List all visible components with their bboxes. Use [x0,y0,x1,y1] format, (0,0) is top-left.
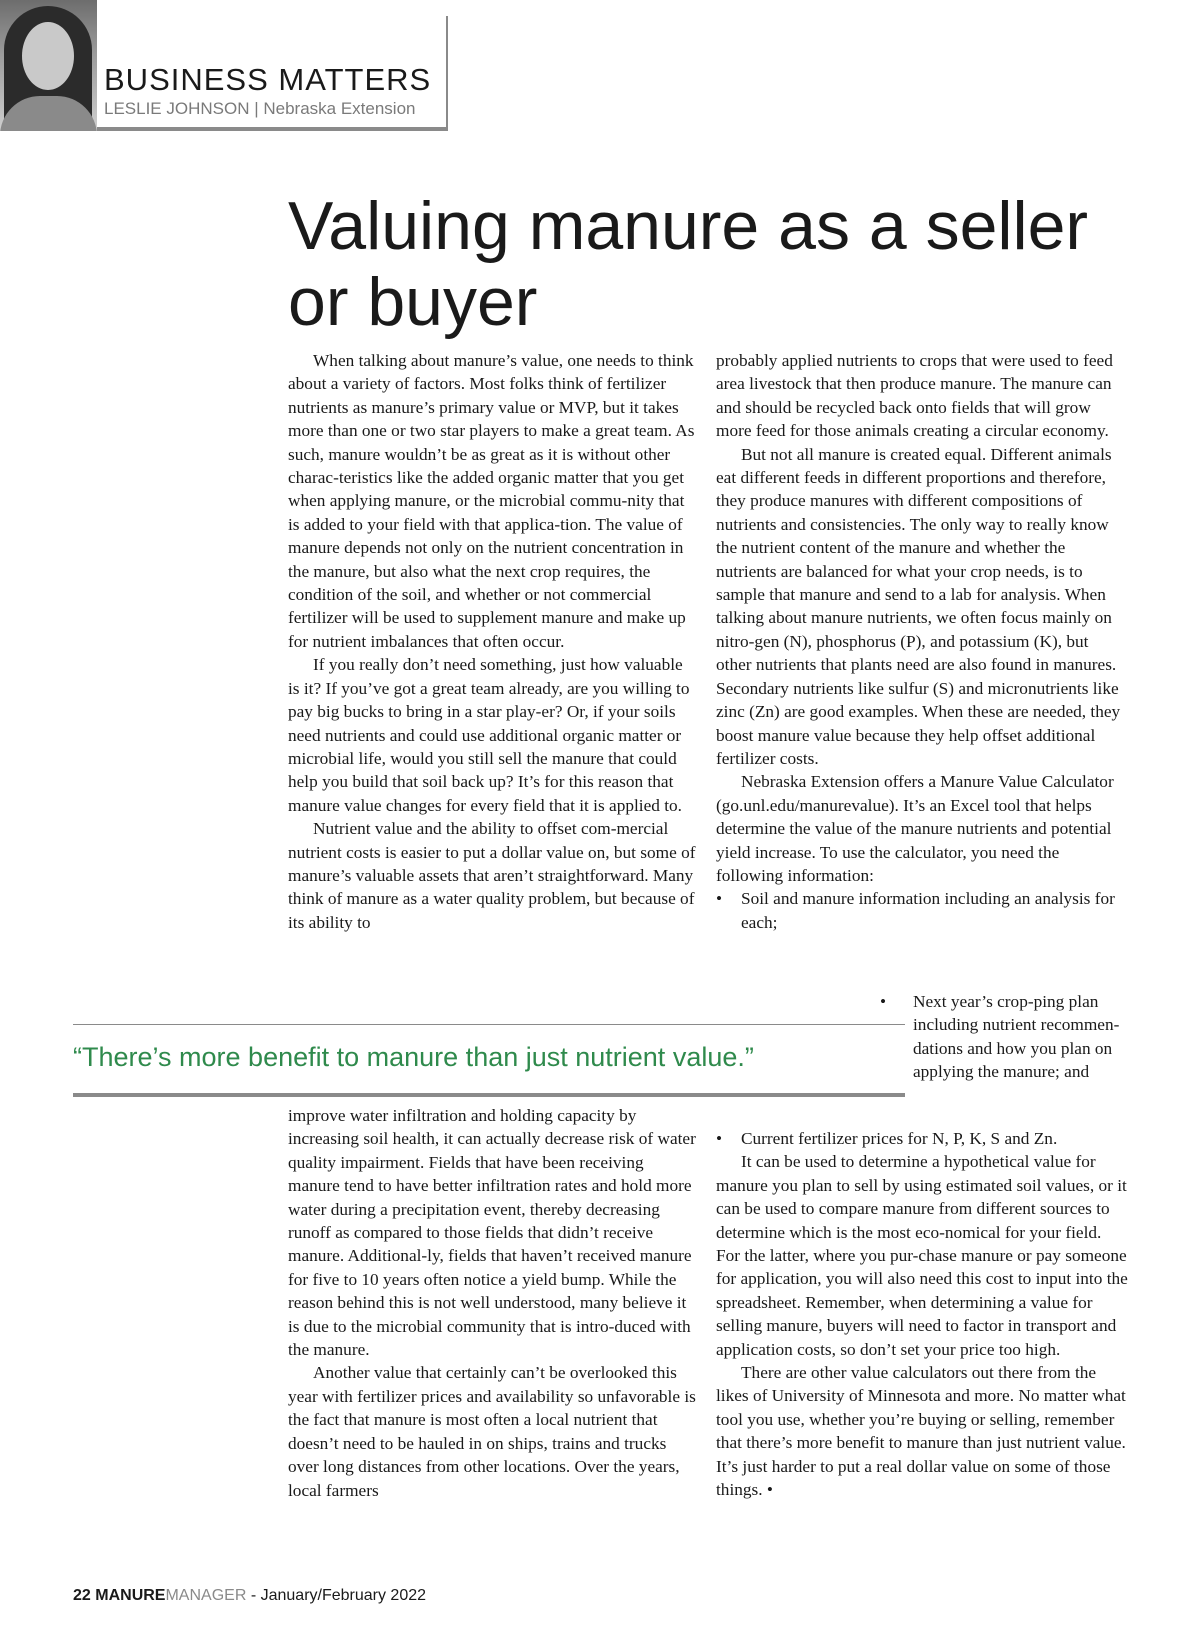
brand-light: MANAGER [165,1587,247,1604]
bullet-text: Current fertilizer prices for N, P, K, S and Zn. [741,1129,1058,1148]
page-footer [73,1588,426,1604]
column-1-top [288,349,698,934]
bullet-glyph: • [716,1129,723,1148]
bullet-item [716,887,1128,934]
page-number: 22 [73,1587,91,1604]
bullet-item [716,1127,1128,1150]
column-header [0,0,448,131]
bullet-item [880,990,1128,1084]
paragraph: If you really don’t need something, just how valuable is it? If you’ve got a great team already, are you willing to pay big bucks to bring in a star play-er? Or, if your soils need nutrients and could use additional organic matter or microbial life, would you still sell the manure that could help you build that soil back up? It’s for this reason that manure value changes for every field that it is applied to. [288,655,690,815]
paragraph: probably applied nutrients to crops that were used to feed area livestock that then produce manure. The manure can and should be recycled back onto fields that will grow more feed for those animals creating a circular economy. [716,351,1113,441]
paragraph: When talking about manure’s value, one needs to think about a variety of factors. Most folks think of fertilizer nutrients as manure’s primary value or MVP, but it takes more than one or two star players to make a great team. As such, manure wouldn’t be as great as it is without other charac-teristics like the added organic matter that you get when applying manure, or the microbial commu-nity that is added to your field with that applica-tion. The value of manure depends not only on the nutrient concentration in the manure, but also what the next crop requires, the condition of the soil, and whether or not commercial fertilizer will be used to supplement manure and make up for nutrient imbalances that often occur. [288,351,695,651]
author-photo [0,0,97,131]
column-title: BUSINESS MATTERS [104,62,432,97]
paragraph: improve water infiltration and holding capacity by increasing soil health, it can actually decrease risk of water quality impairment. Fields that have been receiving manure tend to have better infiltration rates and hold more water during a precipitation event, thereby decreasing runoff as compared to those fields that didn’t receive manure. Additional-ly, fields that haven’t received manure for five to 10 years often notice a yield bump. While the reason behind this is not well understood, many believe it is due to the microbial community that is intro-duced with the manure. [288,1106,696,1360]
pull-quote-rule-top [73,1024,905,1025]
issue-date: - January/February 2022 [246,1587,427,1604]
column-2-bottom [716,1127,1128,1502]
column-1-bottom [288,1104,698,1502]
column-2-top [716,349,1128,934]
paragraph: Nutrient value and the ability to offset com-mercial nutrient costs is easier to put a dollar value on, but some of manure’s valuable assets that aren’t straightforward. Many think of manure as a water quality problem, but because of its ability to [288,819,696,932]
header-divider-horizontal [97,127,448,131]
brand-bold: MANURE [95,1587,166,1604]
header-divider-vertical [446,16,448,131]
bullet-glyph: • [716,889,723,909]
byline: LESLIE JOHNSON | Nebraska Extension [104,99,416,118]
paragraph: There are other value calculators out there from the likes of University of Minnesota and more. No matter what tool you use, whether you’re buying or selling, remember that there’s more benefit to manure than just nutrient value. It’s just harder to put a real dollar value on some of those things. • [716,1363,1126,1500]
bullet-text: Soil and manure information including an analysis for each; [741,889,1115,932]
paragraph: But not all manure is created equal. Different animals eat different feeds in different proportions and therefore, they produce manures with different compositions of nutrients and consistencies. The only way to really know the nutrient content of the manure and whether the nutrients are balanced for what your crop needs, is to sample that manure and send to a lab for analysis. When talking about manure nutrients, we often focus mainly on nitro-gen (N), phosphorus (P), and potassium (K), but other nutrients that plants need are also found in manures. Secondary nutrients like sulfur (S) and micronutrients like zinc (Zn) are good examples. When these are needed, they boost manure value because they help offset additional fertilizer costs. [716,444,1121,768]
bullet-glyph: • [880,992,887,1011]
pull-quote-rule-bottom [73,1093,905,1097]
paragraph: Nebraska Extension offers a Manure Value Calculator (go.unl.edu/manurevalue). It’s an Excel tool that helps determine the value of the manure nutrients and potential yield increase. To use the calculator, you need the following information: [716,772,1114,885]
bullet-text: Next year’s crop-ping plan including nutrient recommen-dations and how you plan on applying the manure; and [913,992,1120,1082]
paragraph: It can be used to determine a hypothetical value for manure you plan to sell by using estimated soil values, or it can be used to compare manure from different sources to determine which is the most eco-nomical for your field. For the latter, where you pur-chase manure or pay someone for application, you will also need this cost to input into the spreadsheet. Remember, when determining a value for selling manure, buyers will need to factor in transport and application costs, so don’t set your price too high. [716,1152,1128,1359]
paragraph: Another value that certainly can’t be overlooked this year with fertilizer prices and availability so unfavorable is the fact that manure is most often a local nutrient that doesn’t need to be hauled in on ships, trains and trucks over long distances from other locations. Over the years, local farmers [288,1363,696,1500]
pull-quote: “There’s more benefit to manure than just nutrient value.” [73,1042,754,1072]
article-headline: Valuing manure as a seller or buyer [288,188,1089,340]
